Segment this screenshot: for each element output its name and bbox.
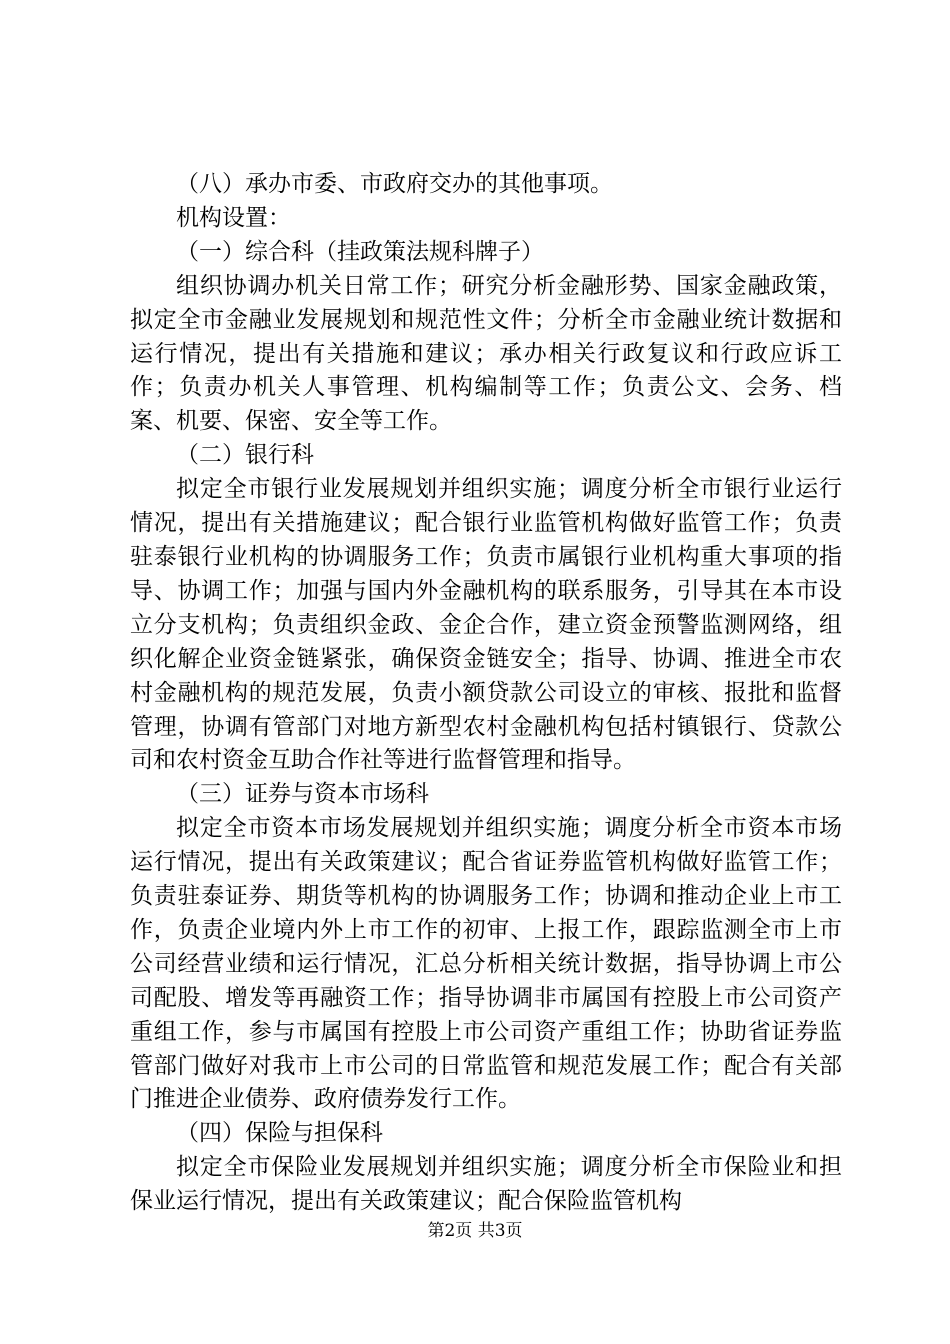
section-heading-organization: 机构设置： (176, 204, 291, 231)
paragraph-insurance: 拟定全市保险业发展规划并组织实施；调度分析全市保险业和担保业运行情况，提出有关政策建议；配合保险监管机构 (130, 1154, 842, 1215)
paragraph-banking: 拟定全市银行业发展规划并组织实施；调度分析全市银行业运行情况，提出有关措施建议；配合银行业监管机构做好监管工作；负责驻泰银行业机构的协调服务工作；负责市属银行业机构重大事项的指导、协调工作；加强与国内外金融机构的联系服务，引导其在本市设立分支机构；负责组织金政、金企合作，建立资金预警监测网络，组织化解企业资金链紧张，确保资金链安全；指导、协调、推进全市农村金融机构的规范发展，负责小额贷款公司设立的审核、报批和监督管理，协调有管部门对地方新型农村金融机构包括村镇银行、贷款公司和农村资金互助合作社等进行监督管理和指导。 (130, 476, 842, 774)
paragraph-securities: 拟定全市资本市场发展规划并组织实施；调度分析全市资本市场运行情况，提出有关政策建议；配合省证券监管机构做好监管工作；负责驻泰证券、期货等机构的协调服务工作；协调和推动企业上市工作，负责企业境内外上市工作的初审、上报工作，跟踪监测全市上市公司经营业绩和运行情况，汇总分析相关统计数据，指导协调上市公司配股、增发等再融资工作；指导协调非市属国有控股上市公司资产重组工作，参与市属国有控股上市公司资产重组工作；协助省证券监管部门做好对我市上市公司的日常监管和规范发展工作；配合有关部门推进企业债券、政府债券发行工作。 (130, 815, 842, 1113)
paragraph-general-office: 组织协调办机关日常工作；研究分析金融形势、国家金融政策，拟定全市金融业发展规划和规范性文件；分析全市金融业统计数据和运行情况，提出有关措施和建议；承办相关行政复议和行政应诉工作；负责办机关人事管理、机构编制等工作；负责公文、会务、档案、机要、保密、安全等工作。 (130, 272, 842, 435)
paragraph-item-8: （八）承办市委、市政府交办的其他事项。 (176, 171, 613, 197)
heading-insurance: （四）保险与担保科 (176, 1120, 383, 1147)
heading-banking: （二）银行科 (176, 442, 314, 469)
page-footer: 第2页 共3页 (427, 1221, 523, 1241)
heading-securities: （三）证券与资本市场科 (176, 781, 429, 808)
heading-general-office: （一）综合科（挂政策法规科牌子） (176, 238, 544, 265)
document-body (130, 168, 842, 1219)
